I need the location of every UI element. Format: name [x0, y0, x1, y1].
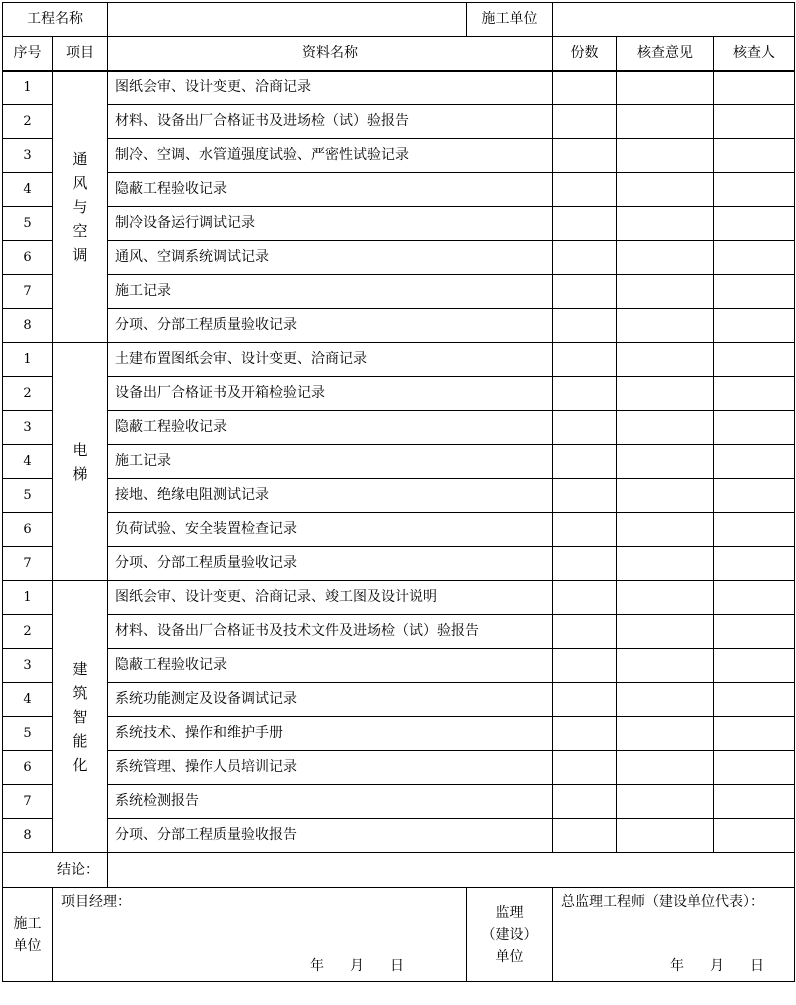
cs-date-year: 年: [670, 958, 685, 975]
copies-cell[interactable]: [553, 241, 617, 275]
checker-cell[interactable]: [714, 275, 795, 309]
category-label: 建筑智能化: [72, 659, 88, 774]
pm-date-day: 日: [390, 958, 404, 975]
copies-cell[interactable]: [553, 547, 617, 581]
col-item: 项目: [53, 37, 108, 71]
checker-cell[interactable]: [714, 717, 795, 751]
category-label: 通风与空调: [72, 149, 88, 264]
supervision-label-line1: 监理: [495, 904, 524, 921]
chief-supervisor-date: [644, 958, 764, 975]
copies-cell[interactable]: [553, 513, 617, 547]
copies-cell[interactable]: [553, 615, 617, 649]
row-number: 6: [3, 751, 53, 785]
opinion-cell[interactable]: [617, 785, 714, 819]
row-number: 6: [3, 241, 53, 275]
project-manager-sign-area[interactable]: [53, 888, 467, 982]
column-header-row: [3, 37, 795, 71]
row-number: 1: [3, 581, 53, 615]
project-name-label: 工程名称: [3, 3, 108, 37]
supervision-label-line3: 单位: [495, 948, 524, 965]
document-name: 图纸会审、设计变更、洽商记录: [108, 71, 553, 105]
table-row: [3, 105, 795, 139]
copies-cell[interactable]: [553, 275, 617, 309]
construction-unit-sign-label: [3, 888, 53, 982]
table-row: [3, 785, 795, 819]
opinion-cell[interactable]: [617, 479, 714, 513]
opinion-cell[interactable]: [617, 241, 714, 275]
table-row: [3, 479, 795, 513]
table-row: [3, 581, 795, 615]
row-number: 3: [3, 411, 53, 445]
col-opinion: 核查意见: [617, 37, 714, 71]
opinion-cell[interactable]: [617, 173, 714, 207]
opinion-cell[interactable]: [617, 105, 714, 139]
category-cell: [53, 581, 108, 853]
checker-cell[interactable]: [714, 581, 795, 615]
category-label: 电梯: [72, 440, 88, 483]
row-number: 2: [3, 377, 53, 411]
opinion-cell[interactable]: [617, 411, 714, 445]
opinion-cell[interactable]: [617, 751, 714, 785]
table-row: [3, 513, 795, 547]
checker-cell[interactable]: [714, 513, 795, 547]
checker-cell[interactable]: [714, 377, 795, 411]
document-name: 材料、设备出厂合格证书及技术文件及进场检（试）验报告: [108, 615, 553, 649]
copies-cell[interactable]: [553, 785, 617, 819]
checker-cell[interactable]: [714, 751, 795, 785]
document-name: 隐蔽工程验收记录: [108, 411, 553, 445]
row-number: 4: [3, 173, 53, 207]
table-row: [3, 751, 795, 785]
row-number: 2: [3, 105, 53, 139]
copies-cell[interactable]: [553, 717, 617, 751]
copies-cell[interactable]: [553, 649, 617, 683]
table-row: [3, 819, 795, 853]
construction-unit-label: 施工单位: [467, 3, 553, 37]
table-row: [3, 207, 795, 241]
opinion-cell[interactable]: [617, 275, 714, 309]
document-name: 隐蔽工程验收记录: [108, 173, 553, 207]
document-name: 分项、分部工程质量验收记录: [108, 547, 553, 581]
row-number: 6: [3, 513, 53, 547]
signature-row: [3, 888, 795, 982]
copies-cell[interactable]: [553, 445, 617, 479]
checker-cell[interactable]: [714, 547, 795, 581]
construction-unit-field[interactable]: [553, 3, 795, 37]
document-name: 图纸会审、设计变更、洽商记录、竣工图及设计说明: [108, 581, 553, 615]
project-name-field[interactable]: [108, 3, 467, 37]
opinion-cell[interactable]: [617, 615, 714, 649]
document-name: 接地、绝缘电阻测试记录: [108, 479, 553, 513]
checker-cell[interactable]: [714, 785, 795, 819]
checker-cell[interactable]: [714, 241, 795, 275]
table-row: [3, 717, 795, 751]
conclusion-field[interactable]: [108, 853, 795, 888]
row-number: 4: [3, 445, 53, 479]
checker-cell[interactable]: [714, 343, 795, 377]
opinion-cell[interactable]: [617, 343, 714, 377]
pm-date-month: 月: [350, 958, 364, 975]
row-number: 8: [3, 819, 53, 853]
row-number: 8: [3, 309, 53, 343]
row-number: 7: [3, 785, 53, 819]
category-cell: [53, 71, 108, 343]
opinion-cell[interactable]: [617, 683, 714, 717]
table-row: [3, 275, 795, 309]
checker-cell[interactable]: [714, 173, 795, 207]
document-name: 制冷设备运行调试记录: [108, 207, 553, 241]
col-checker: 核查人: [714, 37, 795, 71]
copies-cell[interactable]: [553, 819, 617, 853]
opinion-cell[interactable]: [617, 717, 714, 751]
row-number: 2: [3, 615, 53, 649]
document-name: 材料、设备出厂合格证书及进场检（试）验报告: [108, 105, 553, 139]
checker-cell[interactable]: [714, 479, 795, 513]
chief-supervisor-sign-area[interactable]: [553, 888, 795, 982]
opinion-cell[interactable]: [617, 207, 714, 241]
document-name: 隐蔽工程验收记录: [108, 649, 553, 683]
table-row: [3, 377, 795, 411]
table-row: [3, 71, 795, 105]
project-manager-date: [284, 958, 404, 975]
table-row: [3, 241, 795, 275]
row-number: 3: [3, 649, 53, 683]
row-number: 5: [3, 207, 53, 241]
checker-cell[interactable]: [714, 207, 795, 241]
checker-cell[interactable]: [714, 445, 795, 479]
project-row: [3, 3, 795, 37]
checker-cell[interactable]: [714, 683, 795, 717]
table-row: [3, 139, 795, 173]
conclusion-row: [3, 853, 795, 888]
row-number: 7: [3, 547, 53, 581]
row-number: 5: [3, 717, 53, 751]
checker-cell[interactable]: [714, 615, 795, 649]
document-name: 系统功能测定及设备调试记录: [108, 683, 553, 717]
opinion-cell[interactable]: [617, 445, 714, 479]
document-name: 施工记录: [108, 445, 553, 479]
table-row: [3, 343, 795, 377]
checker-cell[interactable]: [714, 105, 795, 139]
document-name: 系统技术、操作和维护手册: [108, 717, 553, 751]
opinion-cell[interactable]: [617, 581, 714, 615]
document-name: 制冷、空调、水管道强度试验、严密性试验记录: [108, 139, 553, 173]
copies-cell[interactable]: [553, 309, 617, 343]
row-number: 1: [3, 71, 53, 105]
table-row: [3, 309, 795, 343]
col-no: 序号: [3, 37, 53, 71]
table-row: [3, 547, 795, 581]
document-name: 土建布置图纸会审、设计变更、洽商记录: [108, 343, 553, 377]
checker-cell[interactable]: [714, 819, 795, 853]
copies-cell[interactable]: [553, 411, 617, 445]
document-name: 施工记录: [108, 275, 553, 309]
document-name: 设备出厂合格证书及开箱检验记录: [108, 377, 553, 411]
document-name: 通风、空调系统调试记录: [108, 241, 553, 275]
copies-cell[interactable]: [553, 683, 617, 717]
document-name: 系统检测报告: [108, 785, 553, 819]
copies-cell[interactable]: [553, 751, 617, 785]
row-number: 7: [3, 275, 53, 309]
document-name: 分项、分部工程质量验收报告: [108, 819, 553, 853]
construction-unit-label-line2: 单位: [13, 937, 42, 954]
table-row: [3, 683, 795, 717]
opinion-cell[interactable]: [617, 513, 714, 547]
copies-cell[interactable]: [553, 343, 617, 377]
opinion-cell[interactable]: [617, 819, 714, 853]
supervision-unit-sign-label: [467, 888, 553, 982]
table-row: [3, 445, 795, 479]
table-row: [3, 173, 795, 207]
cs-date-day: 日: [750, 958, 765, 975]
opinion-cell[interactable]: [617, 547, 714, 581]
chief-supervisor-label: 总监理工程师（建设单位代表）：: [561, 894, 764, 910]
cs-date-month: 月: [710, 958, 725, 975]
pm-date-year: 年: [310, 958, 324, 975]
table-row: [3, 649, 795, 683]
rows-body: [3, 71, 795, 853]
opinion-cell[interactable]: [617, 71, 714, 105]
copies-cell[interactable]: [553, 71, 617, 105]
inspection-table: [2, 2, 795, 982]
document-sheet: [0, 2, 796, 1005]
checker-cell[interactable]: [714, 309, 795, 343]
construction-unit-label-line1: 施工: [13, 915, 42, 932]
copies-cell[interactable]: [553, 139, 617, 173]
col-copies: 份数: [553, 37, 617, 71]
copies-cell[interactable]: [553, 581, 617, 615]
row-number: 4: [3, 683, 53, 717]
checker-cell[interactable]: [714, 71, 795, 105]
opinion-cell[interactable]: [617, 309, 714, 343]
row-number: 1: [3, 343, 53, 377]
col-doc-name: 资料名称: [108, 37, 553, 71]
checker-cell[interactable]: [714, 649, 795, 683]
opinion-cell[interactable]: [617, 377, 714, 411]
copies-cell[interactable]: [553, 377, 617, 411]
category-cell: [53, 343, 108, 581]
row-number: 5: [3, 479, 53, 513]
table-row: [3, 615, 795, 649]
conclusion-label: 结论：: [3, 853, 108, 888]
document-name: 分项、分部工程质量验收记录: [108, 309, 553, 343]
copies-cell[interactable]: [553, 105, 617, 139]
checker-cell[interactable]: [714, 139, 795, 173]
copies-cell[interactable]: [553, 173, 617, 207]
row-number: 3: [3, 139, 53, 173]
project-manager-label: 项目经理：: [61, 894, 131, 910]
document-name: 系统管理、操作人员培训记录: [108, 751, 553, 785]
copies-cell[interactable]: [553, 207, 617, 241]
checker-cell[interactable]: [714, 411, 795, 445]
table-row: [3, 411, 795, 445]
copies-cell[interactable]: [553, 479, 617, 513]
supervision-label-line2: （建设）: [481, 926, 538, 943]
document-name: 负荷试验、安全装置检查记录: [108, 513, 553, 547]
opinion-cell[interactable]: [617, 649, 714, 683]
opinion-cell[interactable]: [617, 139, 714, 173]
